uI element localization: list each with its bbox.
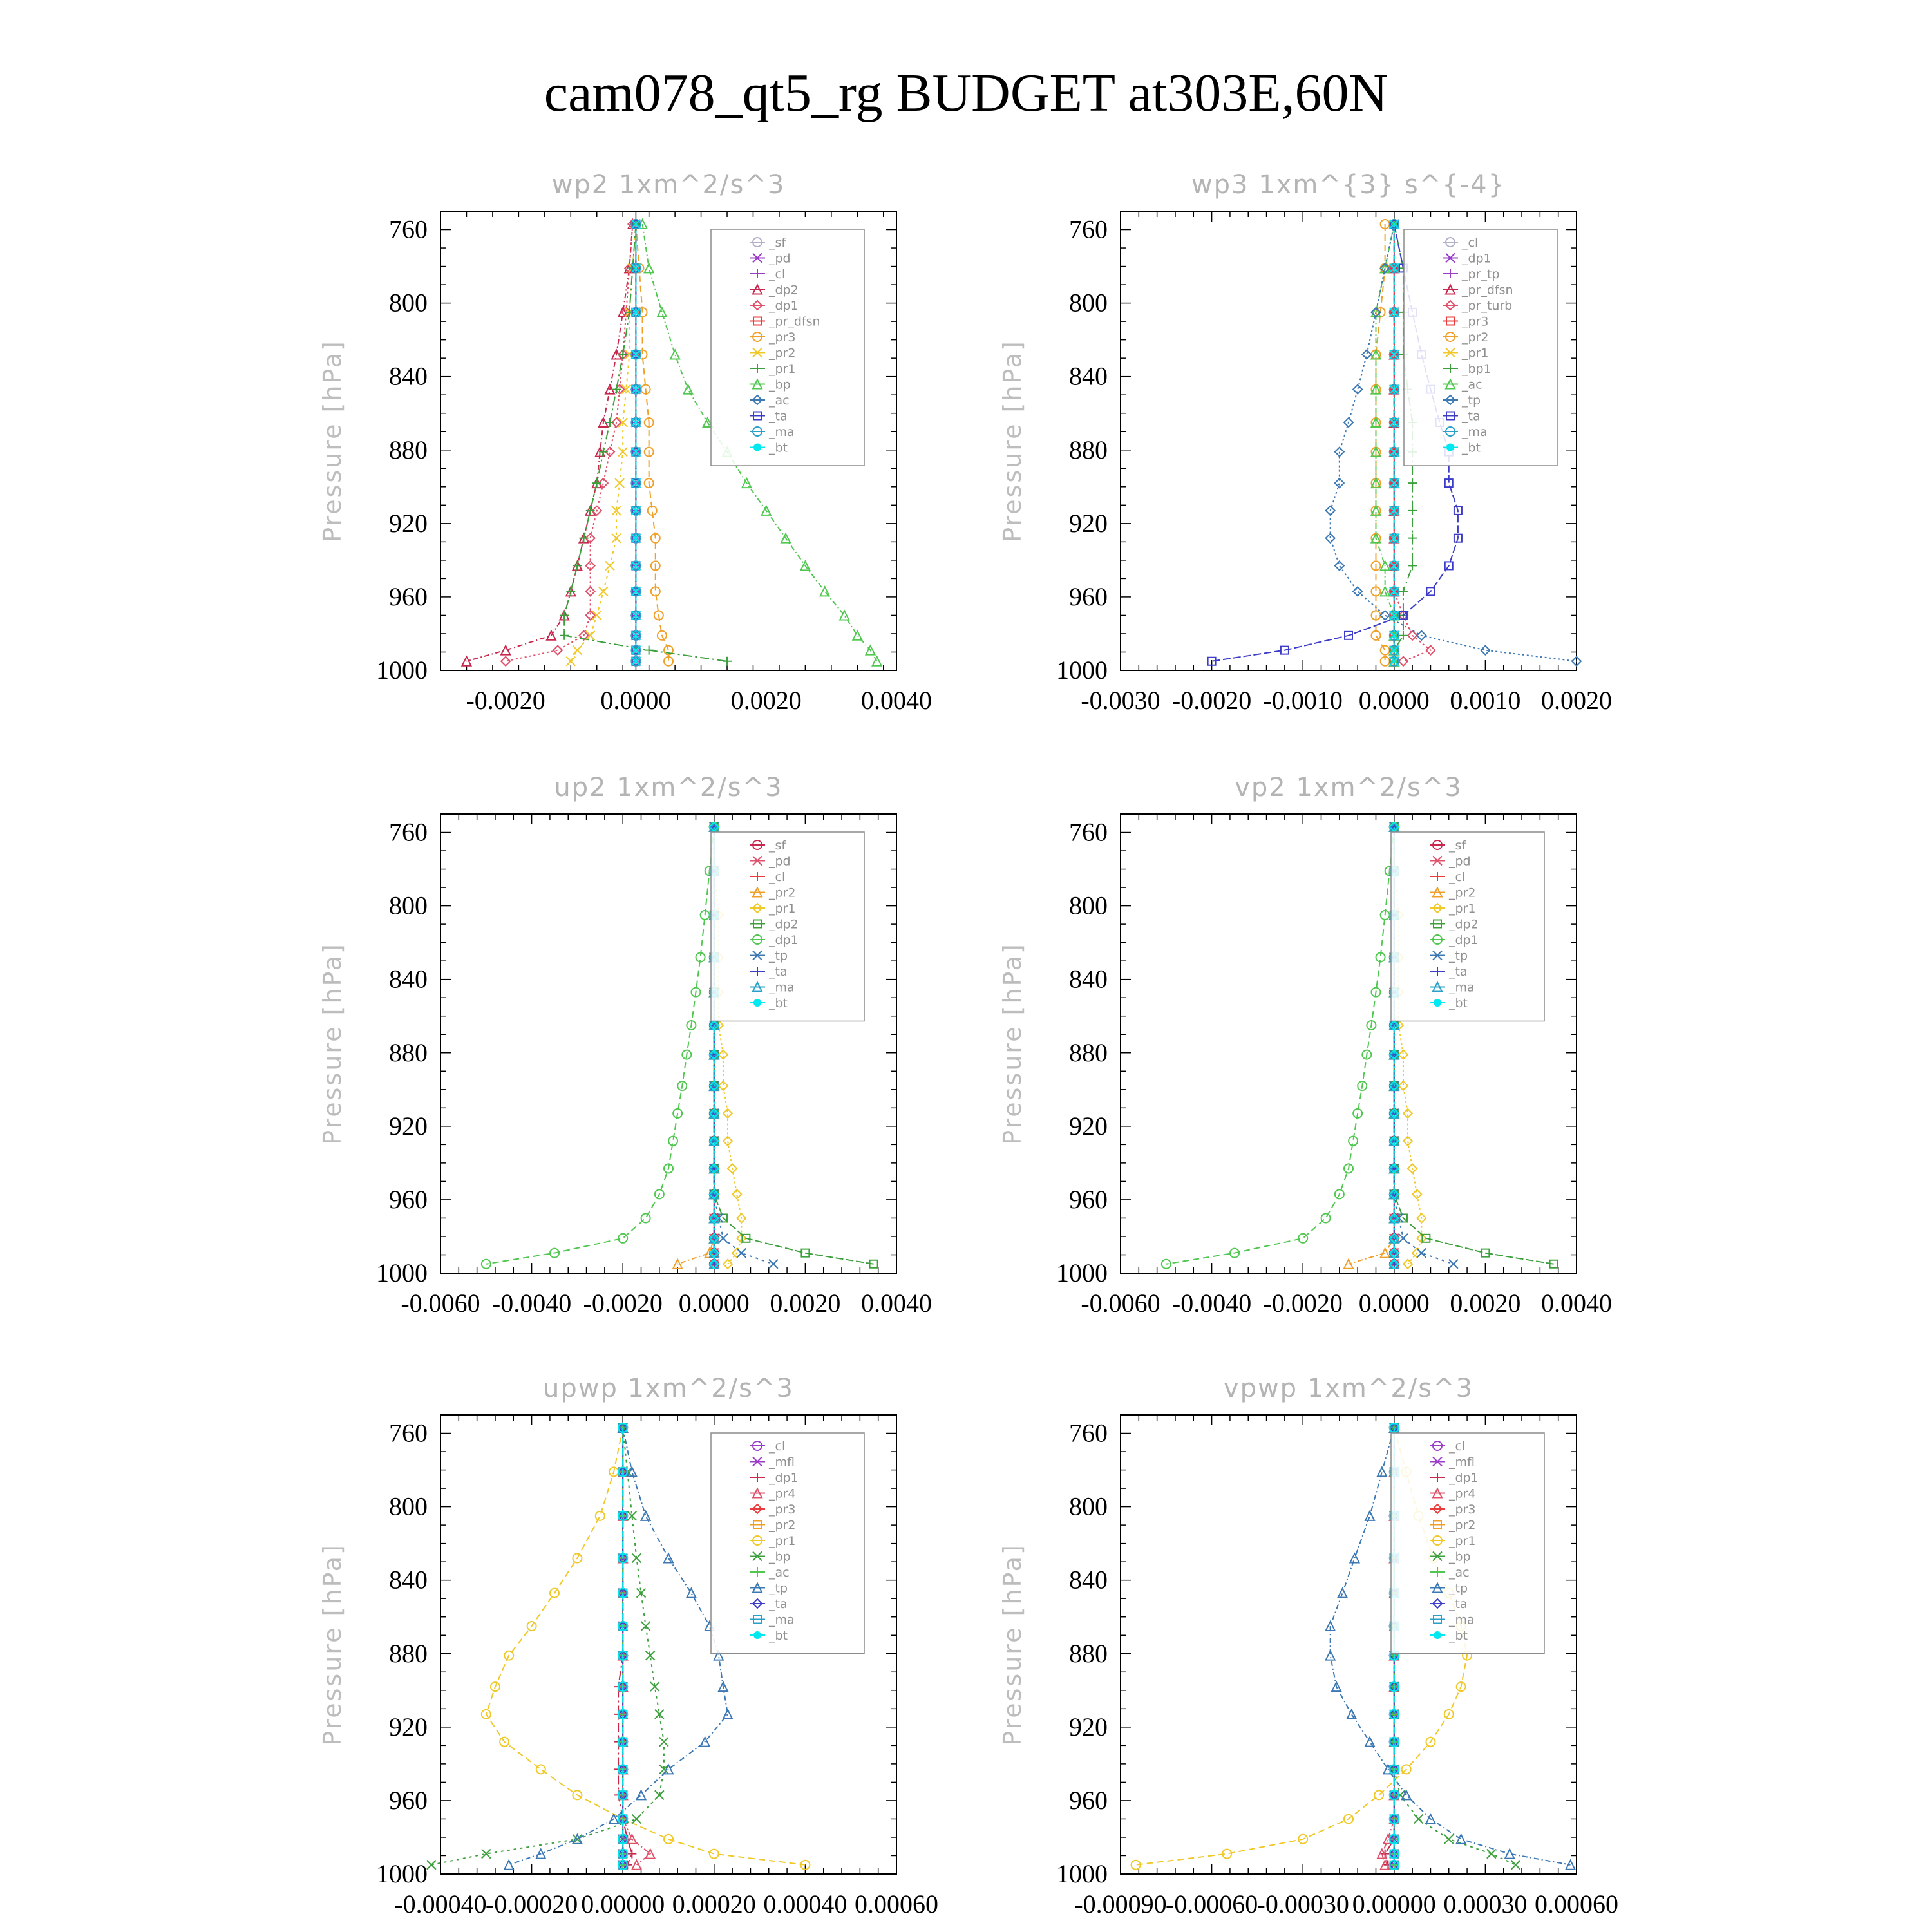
legend xyxy=(711,229,864,466)
data-point xyxy=(1365,1738,1374,1747)
series-tp xyxy=(504,1423,732,1870)
data-point xyxy=(1335,448,1344,457)
y-tick-label: 760 xyxy=(1069,1418,1108,1448)
y-tick-label: 880 xyxy=(1069,1037,1108,1067)
legend-label: _cl xyxy=(1462,236,1479,250)
y-tick-label: 760 xyxy=(1069,214,1108,244)
y-tick-label: 960 xyxy=(1069,582,1108,611)
legend-label: _ac xyxy=(1462,377,1482,392)
legend-label: _ta xyxy=(1449,1597,1468,1611)
data-point xyxy=(1399,587,1408,596)
legend-label: _dp2 xyxy=(769,283,799,298)
x-tick-label: -0.00060 xyxy=(1165,1889,1258,1918)
x-tick-label: -0.0020 xyxy=(466,686,545,715)
y-tick-label: 880 xyxy=(1069,435,1108,464)
legend-label: _pr2 xyxy=(769,1518,796,1533)
figure-title: cam078_qt5_rg BUDGET at303E,60N xyxy=(544,63,1388,123)
y-tick-label: 960 xyxy=(1069,1785,1108,1815)
data-point xyxy=(632,1553,641,1562)
series-bp xyxy=(427,1423,668,1870)
series-pr2 xyxy=(1371,220,1389,666)
y-tick-label: 800 xyxy=(1069,1492,1108,1521)
data-point xyxy=(573,646,582,655)
legend-label: _tp xyxy=(1449,1581,1468,1596)
data-point xyxy=(501,657,510,666)
panel-3 xyxy=(318,773,932,1318)
y-tick-label: 840 xyxy=(1069,361,1108,391)
y-tick-label: 1000 xyxy=(1056,656,1108,685)
data-point xyxy=(723,1710,732,1719)
legend xyxy=(711,1433,864,1654)
y-tick-label: 880 xyxy=(389,1037,428,1067)
y-tick-label: 760 xyxy=(389,1418,428,1448)
data-point xyxy=(618,448,627,457)
legend-label: _pr4 xyxy=(769,1486,796,1501)
y-tick-label: 1000 xyxy=(376,1258,428,1287)
legend-label: _pr2 xyxy=(1462,330,1489,345)
x-tick-label: -0.00040 xyxy=(394,1889,487,1918)
data-point xyxy=(1414,1814,1423,1823)
x-tick-label: 0.0000 xyxy=(1358,686,1430,715)
legend-label: _cl xyxy=(769,267,786,281)
legend-label: _bp xyxy=(769,1549,791,1564)
data-point xyxy=(683,385,692,394)
data-point xyxy=(618,1234,627,1243)
legend-label: _pr1 xyxy=(1449,1534,1476,1548)
y-tick-label: 800 xyxy=(389,891,428,920)
legend-label: _pr2 xyxy=(769,346,796,361)
x-tick-label: -0.0020 xyxy=(1171,686,1252,715)
y-tick-label: 840 xyxy=(389,964,428,994)
data-point xyxy=(1326,534,1335,543)
panel-title: up2 1xm^2/s^3 xyxy=(554,773,783,802)
legend-label: _dp1 xyxy=(769,1471,799,1485)
data-point xyxy=(1408,561,1417,570)
legend-marker xyxy=(753,444,761,451)
panel-title: wp2 1xm^2/s^3 xyxy=(551,170,786,200)
data-point xyxy=(1378,1467,1387,1476)
data-point xyxy=(645,646,654,655)
legend-label: _sf xyxy=(769,838,786,853)
series-pr3 xyxy=(631,220,673,666)
legend-label: _ac xyxy=(769,1566,790,1580)
legend-label: _dp1 xyxy=(769,299,799,313)
x-tick-label: -0.00030 xyxy=(1256,1889,1349,1918)
series-dp1 xyxy=(1162,822,1399,1269)
data-point xyxy=(641,1622,650,1631)
panel-title: wp3 1xm^{3} s^{-4} xyxy=(1191,170,1506,200)
data-point xyxy=(737,1249,746,1258)
legend-label: _ac xyxy=(769,393,790,408)
legend-label: _tp xyxy=(769,1581,788,1596)
series-dp2 xyxy=(462,220,637,666)
series-line xyxy=(636,224,668,661)
legend-label: _pr_dfsn xyxy=(1462,283,1513,298)
data-point xyxy=(1335,561,1344,570)
y-tick-label: 920 xyxy=(1069,1712,1108,1741)
data-point xyxy=(1487,1850,1496,1859)
data-point xyxy=(1321,1213,1331,1222)
legend-marker xyxy=(753,1631,761,1639)
data-point xyxy=(1298,1234,1307,1243)
data-point xyxy=(1457,1835,1466,1844)
legend-label: _ma xyxy=(1462,425,1488,439)
x-tick-label: 0.0040 xyxy=(861,1289,932,1318)
legend-label: _sf xyxy=(769,236,786,250)
legend-marker xyxy=(753,999,761,1007)
y-tick-label: 880 xyxy=(389,1638,428,1668)
y-tick-label: 960 xyxy=(389,1785,428,1815)
legend-label: _pr2 xyxy=(1449,1518,1476,1533)
legend-label: _pd xyxy=(1449,854,1471,869)
legend-label: _dp2 xyxy=(1449,917,1479,932)
x-tick-label: 0.00060 xyxy=(1535,1889,1618,1918)
legend-label: _ta xyxy=(769,409,788,424)
legend-label: _ma xyxy=(769,980,795,995)
y-tick-label: 1000 xyxy=(376,1859,428,1888)
legend-label: _pr3 xyxy=(1462,314,1489,329)
x-tick-label: 0.00020 xyxy=(672,1889,756,1918)
panel-title: vpwp 1xm^2/s^3 xyxy=(1223,1374,1474,1403)
data-point xyxy=(1365,1511,1374,1520)
y-tick-label: 1000 xyxy=(376,656,428,685)
x-tick-label: 0.00060 xyxy=(855,1889,938,1918)
data-point xyxy=(723,657,732,666)
data-point xyxy=(599,587,608,596)
series-dp1 xyxy=(614,1423,636,1870)
data-point xyxy=(1408,534,1417,543)
y-axis-label: Pressure [hPa] xyxy=(998,942,1027,1145)
legend-label: _ma xyxy=(1449,1613,1475,1627)
legend-label: _bp1 xyxy=(1462,362,1492,376)
data-point xyxy=(670,350,679,359)
legend-marker xyxy=(1434,1631,1441,1639)
y-tick-label: 960 xyxy=(1069,1184,1108,1214)
x-tick-label: -0.0060 xyxy=(401,1289,480,1318)
series-pr1 xyxy=(560,220,732,666)
data-point xyxy=(1399,1234,1408,1243)
legend-label: _dp1 xyxy=(1449,1471,1479,1485)
legend-label: _tp xyxy=(1449,949,1468,963)
legend-label: _pr2 xyxy=(1449,886,1476,900)
legend-label: _pr1 xyxy=(1449,902,1476,916)
panel-title: vp2 1xm^2/s^3 xyxy=(1235,773,1463,802)
panel-5 xyxy=(318,1374,938,1918)
data-point xyxy=(1381,646,1390,655)
legend-label: _dp1 xyxy=(1462,251,1492,266)
y-tick-label: 760 xyxy=(389,817,428,847)
legend-label: _pr4 xyxy=(1449,1486,1476,1501)
panel-2 xyxy=(998,170,1612,715)
data-point xyxy=(1326,1651,1335,1660)
data-point xyxy=(1408,506,1417,515)
data-point xyxy=(641,1213,650,1222)
data-point xyxy=(645,263,654,272)
y-tick-label: 920 xyxy=(1069,1111,1108,1141)
data-point xyxy=(659,1738,668,1747)
legend xyxy=(1404,229,1557,466)
data-point xyxy=(627,1850,636,1859)
legend-label: _bt xyxy=(1462,440,1481,455)
legend-label: _bt xyxy=(769,996,788,1010)
data-point xyxy=(658,308,667,317)
legend-label: _pr_dfsn xyxy=(769,314,820,329)
data-point xyxy=(592,611,601,620)
legend-label: _sf xyxy=(1449,838,1466,853)
legend-label: _pr1 xyxy=(769,362,796,376)
data-point xyxy=(596,1511,605,1520)
y-tick-label: 920 xyxy=(389,508,428,538)
data-point xyxy=(1371,631,1380,640)
x-tick-label: 0.0040 xyxy=(861,686,932,715)
legend-label: _pr3 xyxy=(1449,1502,1476,1517)
x-tick-label: 0.0000 xyxy=(1358,1289,1430,1318)
series-dp1 xyxy=(482,822,719,1269)
legend-label: _pr3 xyxy=(769,330,796,345)
x-tick-label: 0.0040 xyxy=(1541,1289,1612,1318)
y-tick-label: 960 xyxy=(389,1184,428,1214)
data-point xyxy=(1381,1249,1390,1258)
legend-marker xyxy=(1434,999,1441,1007)
y-axis-label: Pressure [hPa] xyxy=(998,1543,1027,1746)
legend-label: _dp1 xyxy=(1449,933,1479,947)
y-tick-label: 840 xyxy=(389,361,428,391)
x-tick-label: -0.0010 xyxy=(1263,686,1343,715)
data-point xyxy=(659,1765,668,1774)
series-line xyxy=(431,1428,664,1865)
y-tick-label: 840 xyxy=(1069,1565,1108,1595)
data-point xyxy=(1417,1249,1426,1258)
data-point xyxy=(501,646,510,655)
data-point xyxy=(536,1765,545,1774)
legend-label: _tp xyxy=(1462,393,1481,408)
legend-label: _ta xyxy=(769,1597,788,1611)
data-point xyxy=(1381,611,1390,620)
legend-label: _cl xyxy=(769,870,786,884)
data-point xyxy=(612,534,621,543)
data-point xyxy=(1374,1790,1383,1799)
y-tick-label: 800 xyxy=(389,1492,428,1521)
y-tick-label: 920 xyxy=(1069,508,1108,538)
x-tick-label: -0.0020 xyxy=(1263,1289,1343,1318)
x-tick-label: -0.0020 xyxy=(583,1289,663,1318)
legend-label: _ta xyxy=(769,965,788,979)
data-point xyxy=(1399,657,1408,666)
y-axis-label: Pressure [hPa] xyxy=(318,942,346,1145)
x-tick-label: 0.0020 xyxy=(1541,686,1612,715)
data-point xyxy=(820,587,829,596)
y-tick-label: 840 xyxy=(389,1565,428,1595)
y-tick-label: 1000 xyxy=(1056,1859,1108,1888)
series-line xyxy=(564,224,727,661)
legend-label: _cl xyxy=(1449,1439,1466,1454)
series-dp1 xyxy=(501,220,637,666)
series-bt xyxy=(618,1423,627,1870)
legend xyxy=(1391,1433,1544,1654)
data-point xyxy=(710,1850,719,1859)
x-tick-label: -0.0040 xyxy=(1171,1289,1252,1318)
data-point xyxy=(641,1511,650,1520)
x-tick-label: 0.00040 xyxy=(763,1889,848,1918)
x-tick-label: 0.0020 xyxy=(770,1289,841,1318)
data-point xyxy=(1511,1861,1520,1870)
y-tick-label: 920 xyxy=(389,1712,428,1741)
data-point xyxy=(1449,1260,1458,1269)
y-tick-label: 800 xyxy=(1069,288,1108,317)
series-line xyxy=(1166,827,1394,1264)
x-tick-label: 0.0000 xyxy=(600,686,672,715)
y-axis-label: Pressure [hPa] xyxy=(998,339,1027,542)
y-tick-label: 960 xyxy=(389,582,428,611)
x-tick-label: 0.0020 xyxy=(1450,1289,1521,1318)
legend-label: _bt xyxy=(769,1629,788,1643)
legend-label: _pr_turb xyxy=(1462,299,1513,313)
y-tick-label: 760 xyxy=(389,214,428,244)
x-tick-label: -0.0060 xyxy=(1081,1289,1160,1318)
legend-label: _bt xyxy=(1449,996,1468,1010)
legend-marker xyxy=(1446,444,1454,451)
panel-title: upwp 1xm^2/s^3 xyxy=(543,1374,794,1403)
data-point xyxy=(553,646,562,655)
panel-1 xyxy=(318,170,932,715)
legend-label: _ta xyxy=(1449,965,1468,979)
legend-label: _cl xyxy=(769,1439,786,1454)
data-point xyxy=(664,1835,673,1844)
data-point xyxy=(605,561,614,570)
legend-label: _bt xyxy=(1449,1629,1468,1643)
x-tick-label: 0.0010 xyxy=(1450,686,1521,715)
legend-label: _pr1 xyxy=(1462,346,1489,361)
x-tick-label: 0.00030 xyxy=(1443,1889,1528,1918)
data-point xyxy=(1362,350,1371,359)
x-tick-label: -0.0040 xyxy=(491,1289,572,1318)
data-point xyxy=(560,631,569,640)
y-tick-label: 1000 xyxy=(1056,1258,1108,1287)
data-point xyxy=(687,1589,696,1598)
data-point xyxy=(427,1861,436,1870)
x-tick-label: 0.00000 xyxy=(1352,1889,1436,1918)
data-point xyxy=(1338,1589,1347,1598)
data-point xyxy=(615,478,624,488)
y-tick-label: 920 xyxy=(389,1111,428,1141)
legend-label: _pr3 xyxy=(769,1502,796,1517)
legend-label: _pr_tp xyxy=(1462,267,1500,281)
legend-label: _pr1 xyxy=(769,1534,796,1548)
series-pr2 xyxy=(1344,822,1399,1269)
y-tick-label: 800 xyxy=(389,288,428,317)
legend-label: _bt xyxy=(769,440,788,455)
y-tick-label: 880 xyxy=(1069,1638,1108,1668)
legend xyxy=(1391,832,1544,1021)
data-point xyxy=(586,631,595,640)
data-point xyxy=(853,631,862,640)
legend-label: _mfl xyxy=(1449,1455,1475,1470)
x-tick-label: 0.0000 xyxy=(678,1289,750,1318)
x-tick-label: -0.00090 xyxy=(1074,1889,1167,1918)
legend-label: _dp1 xyxy=(769,933,799,947)
legend-label: _ma xyxy=(769,1613,795,1627)
legend-label: _dp2 xyxy=(769,917,799,932)
data-point xyxy=(1399,631,1408,640)
x-tick-label: 0.00000 xyxy=(581,1889,665,1918)
data-point xyxy=(719,1234,728,1243)
legend-label: _ta xyxy=(1462,409,1481,424)
y-tick-label: 800 xyxy=(1069,891,1108,920)
data-point xyxy=(1353,587,1362,596)
data-point xyxy=(632,1814,641,1823)
legend-label: _ma xyxy=(769,425,795,439)
data-point xyxy=(1381,587,1390,596)
legend-label: _bp xyxy=(769,377,791,392)
legend-label: _pd xyxy=(769,854,791,869)
legend-label: _pd xyxy=(769,251,791,266)
y-tick-label: 880 xyxy=(389,435,428,464)
legend-label: _tp xyxy=(769,949,788,963)
legend-label: _cl xyxy=(1449,870,1466,884)
y-tick-label: 760 xyxy=(1069,817,1108,847)
legend-label: _ac xyxy=(1449,1566,1470,1580)
y-axis-label: Pressure [hPa] xyxy=(318,1543,346,1746)
data-point xyxy=(769,1260,778,1269)
y-tick-label: 840 xyxy=(1069,964,1108,994)
data-point xyxy=(566,657,575,666)
data-point xyxy=(627,1467,636,1476)
panel-6 xyxy=(998,1374,1618,1918)
legend-label: _pr1 xyxy=(769,902,796,916)
x-tick-label: -0.00020 xyxy=(485,1889,578,1918)
data-point xyxy=(1347,1710,1356,1719)
x-tick-label: 0.0020 xyxy=(730,686,802,715)
series-pr2 xyxy=(566,220,640,666)
data-point xyxy=(1408,478,1417,488)
y-axis-label: Pressure [hPa] xyxy=(318,339,346,542)
data-point xyxy=(1444,1835,1454,1844)
legend xyxy=(711,832,864,1021)
data-point xyxy=(1353,385,1362,394)
series-line xyxy=(486,827,714,1264)
legend-label: _pr2 xyxy=(769,886,796,900)
legend-label: _ma xyxy=(1449,980,1475,995)
x-tick-label: -0.0030 xyxy=(1081,686,1160,715)
legend-label: _mfl xyxy=(769,1455,795,1470)
series-line xyxy=(677,827,714,1264)
data-point xyxy=(637,1790,646,1799)
data-point xyxy=(504,1861,513,1870)
panel-4 xyxy=(998,773,1612,1318)
legend-label: _bp xyxy=(1449,1549,1471,1564)
